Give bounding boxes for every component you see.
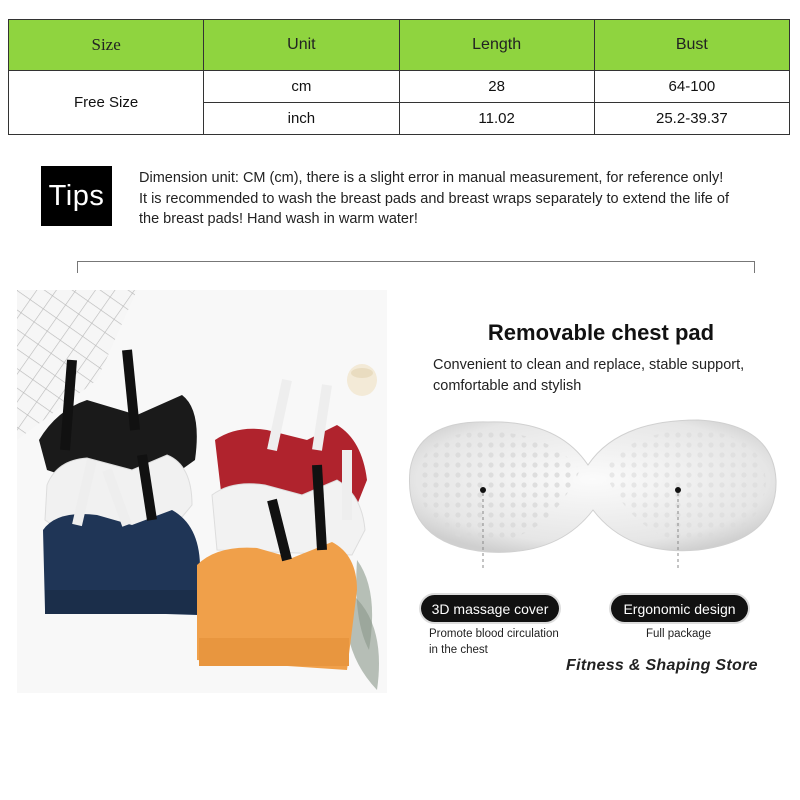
tips-line: It is recommended to wash the breast pads and breast wraps separately to extend the life of xyxy=(139,190,729,207)
header-size: Size xyxy=(9,20,204,71)
chest-pad-image xyxy=(398,410,783,570)
length-cell: 28 xyxy=(399,71,594,103)
section-divider xyxy=(77,261,755,273)
pad-subtitle-line: comfortable and stylish xyxy=(433,378,582,394)
bust-cell: 25.2-39.37 xyxy=(594,103,789,135)
ergonomic-design-note xyxy=(646,626,766,642)
ergonomic-design-badge: Ergonomic design xyxy=(611,595,748,622)
header-bust: Bust xyxy=(594,20,789,71)
bust-cell: 64-100 xyxy=(594,71,789,103)
unit-cell: cm xyxy=(204,71,399,103)
pad-title: Removable chest pad xyxy=(487,320,715,345)
tips-text xyxy=(139,168,789,230)
note-line: Full package xyxy=(646,628,712,640)
product-photo-illustration xyxy=(17,290,387,693)
note-line: Promote blood circulation xyxy=(429,628,559,640)
product-photo xyxy=(17,290,387,693)
header-length: Length xyxy=(399,20,594,71)
size-table-header-row xyxy=(9,20,790,71)
header-unit: Unit xyxy=(204,20,399,71)
length-cell: 11.02 xyxy=(399,103,594,135)
tips-line: Dimension unit: CM (cm), there is a slight error in manual measurement, for reference only! xyxy=(139,170,724,186)
table-row xyxy=(9,71,790,103)
unit-cell: inch xyxy=(204,103,399,135)
massage-cover-badge: 3D massage cover xyxy=(421,595,559,622)
massage-cover-note xyxy=(429,626,589,658)
note-line: in the chest xyxy=(429,644,488,656)
store-name: Fitness & Shaping Store xyxy=(566,657,758,674)
tips-line: the breast pads! Hand wash in warm water! xyxy=(139,211,418,227)
pad-subtitle-line: Convenient to clean and replace, stable support, xyxy=(433,357,745,373)
size-table xyxy=(8,19,790,135)
size-name-cell: Free Size xyxy=(9,71,204,135)
pad-subtitle xyxy=(433,355,783,397)
tips-badge: Tips xyxy=(41,166,112,226)
